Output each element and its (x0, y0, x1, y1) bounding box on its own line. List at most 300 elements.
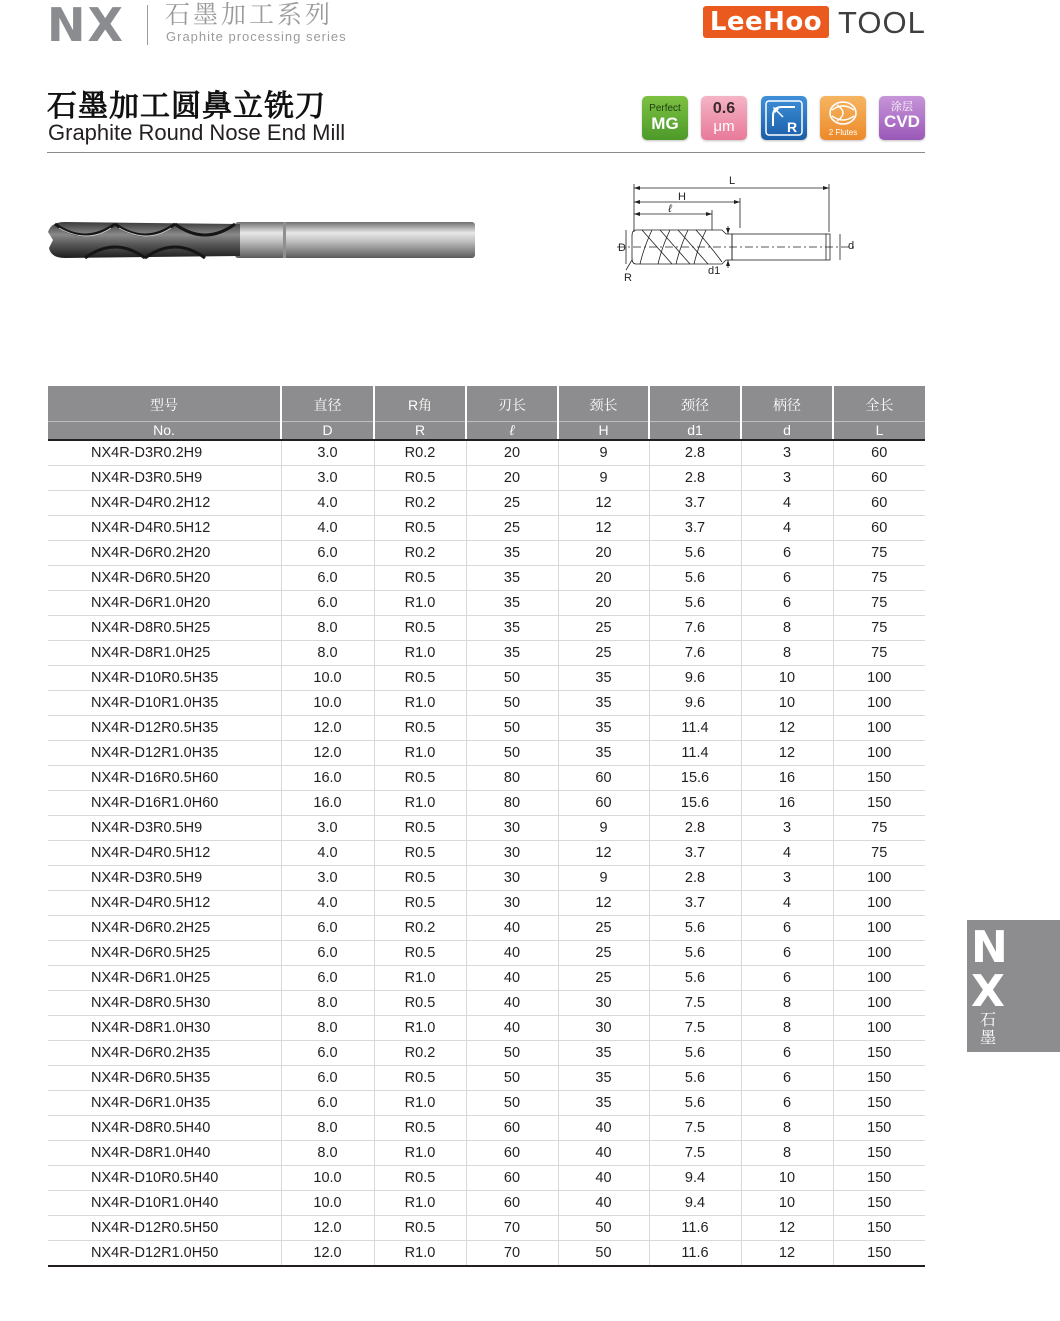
model-cell: NX4R-D10R0.5H35 (48, 666, 281, 691)
side-tab-cn-1: 石 (980, 1012, 997, 1029)
table-row (48, 491, 925, 516)
table-row (48, 891, 925, 916)
flute-length-cell: 35 (466, 641, 558, 666)
model-cell: NX4R-D6R0.2H35 (48, 1041, 281, 1066)
table-row (48, 916, 925, 941)
diameter-cell: 8.0 (281, 1141, 374, 1166)
radius-cell: R1.0 (374, 1191, 466, 1216)
table-row (48, 791, 925, 816)
flute-length-cell: 30 (466, 866, 558, 891)
neck-length-cell: 25 (558, 616, 649, 641)
model-cell: NX4R-D6R0.2H25 (48, 916, 281, 941)
col-symbol-no: No. (48, 422, 281, 441)
shank-diameter-cell: 6 (741, 941, 833, 966)
overall-length-cell: 100 (833, 1016, 925, 1041)
table-row (48, 616, 925, 641)
neck-diameter-cell: 9.6 (649, 691, 741, 716)
radius-cell: R0.5 (374, 716, 466, 741)
flute-length-cell: 35 (466, 541, 558, 566)
overall-length-cell: 60 (833, 466, 925, 491)
radius-cell: R0.2 (374, 541, 466, 566)
radius-cell: R1.0 (374, 791, 466, 816)
overall-length-cell: 100 (833, 941, 925, 966)
diameter-cell: 6.0 (281, 566, 374, 591)
badge-coating-label: 涂层 (891, 101, 913, 113)
shank-diameter-cell: 16 (741, 791, 833, 816)
shank-diameter-cell: 8 (741, 1116, 833, 1141)
table-row (48, 1216, 925, 1241)
radius-cell: R0.5 (374, 991, 466, 1016)
table-row (48, 440, 925, 466)
model-cell: NX4R-D8R1.0H30 (48, 1016, 281, 1041)
radius-cell: R1.0 (374, 1241, 466, 1267)
neck-length-cell: 30 (558, 1016, 649, 1041)
diameter-cell: 6.0 (281, 1091, 374, 1116)
dimension-diagram (612, 170, 862, 285)
radius-cell: R1.0 (374, 966, 466, 991)
model-cell: NX4R-D16R0.5H60 (48, 766, 281, 791)
neck-length-cell: 25 (558, 641, 649, 666)
model-cell: NX4R-D16R1.0H60 (48, 791, 281, 816)
overall-length-cell: 100 (833, 741, 925, 766)
model-cell: NX4R-D4R0.5H12 (48, 891, 281, 916)
neck-length-cell: 30 (558, 991, 649, 1016)
neck-diameter-cell: 5.6 (649, 566, 741, 591)
overall-length-cell: 100 (833, 966, 925, 991)
model-cell: NX4R-D6R0.5H35 (48, 1066, 281, 1091)
radius-cell: R0.5 (374, 616, 466, 641)
col-header-shank-diameter: 柄径 (741, 386, 833, 422)
diameter-cell: 12.0 (281, 716, 374, 741)
model-cell: NX4R-D12R1.0H50 (48, 1241, 281, 1267)
flute-length-cell: 35 (466, 566, 558, 591)
table-row (48, 741, 925, 766)
product-title-cn: 石墨加工圆鼻立铣刀 (47, 89, 326, 124)
radius-cell: R0.2 (374, 440, 466, 466)
neck-length-cell: 40 (558, 1191, 649, 1216)
neck-length-cell: 50 (558, 1216, 649, 1241)
model-cell: NX4R-D8R0.5H25 (48, 616, 281, 641)
diagram-label-D: D (618, 242, 626, 254)
diameter-cell: 16.0 (281, 766, 374, 791)
series-code: NX (47, 0, 125, 52)
shank-diameter-cell: 6 (741, 1091, 833, 1116)
flute-length-cell: 70 (466, 1241, 558, 1267)
model-cell: NX4R-D6R1.0H35 (48, 1091, 281, 1116)
flute-length-cell: 50 (466, 1041, 558, 1066)
neck-length-cell: 35 (558, 716, 649, 741)
radius-cell: R0.5 (374, 466, 466, 491)
shank-diameter-cell: 10 (741, 666, 833, 691)
diameter-cell: 10.0 (281, 1166, 374, 1191)
shank-diameter-cell: 8 (741, 616, 833, 641)
col-header-radius: R角 (374, 386, 466, 422)
neck-length-cell: 35 (558, 691, 649, 716)
col-symbol-R: R (374, 422, 466, 441)
table-row (48, 941, 925, 966)
flute-length-cell: 50 (466, 741, 558, 766)
neck-diameter-cell: 3.7 (649, 516, 741, 541)
shank-diameter-cell: 10 (741, 1166, 833, 1191)
diagram-label-R: R (624, 272, 632, 284)
col-symbol-d: d (741, 422, 833, 441)
table-row (48, 1041, 925, 1066)
neck-length-cell: 12 (558, 516, 649, 541)
radius-cell: R0.5 (374, 816, 466, 841)
neck-diameter-cell: 5.6 (649, 591, 741, 616)
neck-length-cell: 35 (558, 1041, 649, 1066)
neck-length-cell: 25 (558, 916, 649, 941)
end-mill-photo (45, 210, 485, 270)
overall-length-cell: 60 (833, 516, 925, 541)
neck-diameter-cell: 7.5 (649, 1016, 741, 1041)
shank-diameter-cell: 12 (741, 741, 833, 766)
neck-length-cell: 40 (558, 1141, 649, 1166)
side-tab-letter-n: N (971, 922, 1008, 973)
shank-diameter-cell: 8 (741, 991, 833, 1016)
overall-length-cell: 150 (833, 1041, 925, 1066)
flute-length-cell: 40 (466, 941, 558, 966)
diameter-cell: 12.0 (281, 741, 374, 766)
overall-length-cell: 150 (833, 1216, 925, 1241)
radius-cell: R0.5 (374, 841, 466, 866)
model-cell: NX4R-D6R1.0H20 (48, 591, 281, 616)
diameter-cell: 4.0 (281, 841, 374, 866)
model-cell: NX4R-D3R0.5H9 (48, 866, 281, 891)
model-cell: NX4R-D10R1.0H35 (48, 691, 281, 716)
overall-length-cell: 100 (833, 866, 925, 891)
neck-diameter-cell: 7.5 (649, 991, 741, 1016)
diameter-cell: 6.0 (281, 591, 374, 616)
badge-mg-line1: Perfect (649, 103, 681, 114)
neck-diameter-cell: 9.6 (649, 666, 741, 691)
overall-length-cell: 75 (833, 541, 925, 566)
model-cell: NX4R-D4R0.5H12 (48, 841, 281, 866)
neck-length-cell: 25 (558, 966, 649, 991)
neck-length-cell: 60 (558, 766, 649, 791)
flute-length-cell: 80 (466, 791, 558, 816)
diagram-label-L: L (728, 175, 736, 187)
neck-length-cell: 9 (558, 866, 649, 891)
badge-grain-value: 0.6 (712, 100, 736, 117)
neck-diameter-cell: 11.4 (649, 741, 741, 766)
overall-length-cell: 150 (833, 1091, 925, 1116)
flute-length-cell: 30 (466, 891, 558, 916)
radius-cell: R1.0 (374, 1016, 466, 1041)
shank-diameter-cell: 10 (741, 691, 833, 716)
table-row (48, 1066, 925, 1091)
col-symbol-l: ℓ (466, 422, 558, 441)
diameter-cell: 4.0 (281, 491, 374, 516)
table-row (48, 766, 925, 791)
overall-length-cell: 100 (833, 916, 925, 941)
neck-diameter-cell: 11.6 (649, 1216, 741, 1241)
neck-diameter-cell: 7.5 (649, 1141, 741, 1166)
diagram-label-H: H (678, 191, 686, 203)
shank-diameter-cell: 4 (741, 491, 833, 516)
model-cell: NX4R-D8R1.0H25 (48, 641, 281, 666)
col-header-neck-length: 颈长 (558, 386, 649, 422)
table-row (48, 991, 925, 1016)
table-header-cn (48, 386, 925, 422)
diameter-cell: 10.0 (281, 666, 374, 691)
diameter-cell: 3.0 (281, 466, 374, 491)
col-symbol-H: H (558, 422, 649, 441)
overall-length-cell: 100 (833, 891, 925, 916)
col-symbol-L: L (833, 422, 925, 441)
neck-length-cell: 50 (558, 1241, 649, 1267)
diameter-cell: 6.0 (281, 1066, 374, 1091)
radius-cell: R0.5 (374, 516, 466, 541)
radius-cell: R1.0 (374, 641, 466, 666)
neck-length-cell: 20 (558, 541, 649, 566)
model-cell: NX4R-D3R0.5H9 (48, 466, 281, 491)
shank-diameter-cell: 8 (741, 641, 833, 666)
radius-arc-icon (761, 96, 807, 140)
model-cell: NX4R-D8R0.5H30 (48, 991, 281, 1016)
neck-diameter-cell: 7.5 (649, 1116, 741, 1141)
radius-cell: R0.5 (374, 766, 466, 791)
table-row (48, 591, 925, 616)
neck-length-cell: 40 (558, 1116, 649, 1141)
shank-diameter-cell: 3 (741, 866, 833, 891)
overall-length-cell: 75 (833, 591, 925, 616)
neck-length-cell: 25 (558, 941, 649, 966)
overall-length-cell: 75 (833, 641, 925, 666)
spec-table (48, 386, 925, 1267)
diagram-label-d: d (848, 240, 855, 252)
header-divider (147, 5, 148, 45)
overall-length-cell: 100 (833, 691, 925, 716)
diameter-cell: 6.0 (281, 916, 374, 941)
neck-diameter-cell: 2.8 (649, 466, 741, 491)
table-row (48, 841, 925, 866)
table-row (48, 816, 925, 841)
col-header-flute-length: 刃长 (466, 386, 558, 422)
table-row (48, 966, 925, 991)
radius-cell: R0.2 (374, 1041, 466, 1066)
shank-diameter-cell: 4 (741, 841, 833, 866)
perfect-mg-coating-icon (642, 96, 688, 140)
flute-length-cell: 80 (466, 766, 558, 791)
diameter-cell: 3.0 (281, 816, 374, 841)
flute-length-cell: 20 (466, 440, 558, 466)
model-cell: NX4R-D12R1.0H35 (48, 741, 281, 766)
shank-diameter-cell: 8 (741, 1141, 833, 1166)
diameter-cell: 6.0 (281, 966, 374, 991)
table-row (48, 691, 925, 716)
table-row (48, 716, 925, 741)
table-row (48, 641, 925, 666)
model-cell: NX4R-D8R0.5H40 (48, 1116, 281, 1141)
overall-length-cell: 75 (833, 566, 925, 591)
overall-length-cell: 150 (833, 766, 925, 791)
shank-diameter-cell: 6 (741, 541, 833, 566)
radius-cell: R0.5 (374, 891, 466, 916)
title-divider (47, 152, 925, 153)
overall-length-cell: 150 (833, 791, 925, 816)
table-row (48, 1241, 925, 1267)
neck-diameter-cell: 9.4 (649, 1166, 741, 1191)
col-header-neck-diameter: 颈径 (649, 386, 741, 422)
flute-length-cell: 40 (466, 916, 558, 941)
model-cell: NX4R-D3R0.2H9 (48, 440, 281, 466)
neck-diameter-cell: 5.6 (649, 941, 741, 966)
cvd-coating-icon (879, 96, 925, 140)
neck-length-cell: 9 (558, 440, 649, 466)
model-cell: NX4R-D6R1.0H25 (48, 966, 281, 991)
table-row (48, 1166, 925, 1191)
neck-length-cell: 35 (558, 666, 649, 691)
diameter-cell: 8.0 (281, 616, 374, 641)
overall-length-cell: 150 (833, 1191, 925, 1216)
radius-cell: R0.5 (374, 1216, 466, 1241)
side-tab-cn-2: 墨 (980, 1030, 997, 1047)
radius-cell: R0.5 (374, 1116, 466, 1141)
overall-length-cell: 150 (833, 1141, 925, 1166)
table-row (48, 1191, 925, 1216)
diameter-cell: 16.0 (281, 791, 374, 816)
flute-length-cell: 60 (466, 1191, 558, 1216)
flute-length-cell: 60 (466, 1116, 558, 1141)
shank-diameter-cell: 4 (741, 516, 833, 541)
radius-cell: R1.0 (374, 591, 466, 616)
neck-diameter-cell: 5.6 (649, 541, 741, 566)
shank-diameter-cell: 3 (741, 440, 833, 466)
flute-spiral-icon (820, 96, 866, 140)
flute-length-cell: 40 (466, 1016, 558, 1041)
table-row (48, 516, 925, 541)
corner-radius-icon (761, 96, 807, 140)
radius-cell: R1.0 (374, 691, 466, 716)
shank-diameter-cell: 6 (741, 966, 833, 991)
neck-length-cell: 40 (558, 1166, 649, 1191)
shank-diameter-cell: 6 (741, 1066, 833, 1091)
flute-length-cell: 40 (466, 991, 558, 1016)
shank-diameter-cell: 12 (741, 1216, 833, 1241)
diameter-cell: 6.0 (281, 541, 374, 566)
diameter-cell: 8.0 (281, 1116, 374, 1141)
table-header-symbols (48, 422, 925, 441)
model-cell: NX4R-D12R0.5H50 (48, 1216, 281, 1241)
shank-diameter-cell: 3 (741, 816, 833, 841)
flute-length-cell: 50 (466, 691, 558, 716)
model-cell: NX4R-D3R0.5H9 (48, 816, 281, 841)
neck-length-cell: 9 (558, 466, 649, 491)
neck-diameter-cell: 7.6 (649, 616, 741, 641)
diagram-label-d1: d1 (708, 265, 721, 277)
brand-logo: LeeHoo (703, 6, 829, 38)
radius-cell: R0.5 (374, 1066, 466, 1091)
neck-diameter-cell: 2.8 (649, 440, 741, 466)
badge-mg-line2: MG (651, 114, 679, 133)
badge-radius-label: R (786, 119, 798, 135)
shank-diameter-cell: 6 (741, 1041, 833, 1066)
shank-diameter-cell: 6 (741, 591, 833, 616)
neck-length-cell: 12 (558, 491, 649, 516)
brand-suffix: TOOL (838, 5, 926, 40)
diameter-cell: 8.0 (281, 641, 374, 666)
model-cell: NX4R-D6R0.5H25 (48, 941, 281, 966)
section-side-tab (967, 920, 1060, 1052)
radius-cell: R0.5 (374, 941, 466, 966)
neck-diameter-cell: 3.7 (649, 891, 741, 916)
table-row (48, 666, 925, 691)
table-body (48, 440, 925, 1266)
model-cell: NX4R-D10R1.0H40 (48, 1191, 281, 1216)
diameter-cell: 6.0 (281, 941, 374, 966)
neck-diameter-cell: 2.8 (649, 866, 741, 891)
diameter-cell: 3.0 (281, 866, 374, 891)
radius-cell: R0.5 (374, 866, 466, 891)
table-row (48, 541, 925, 566)
shank-diameter-cell: 10 (741, 1191, 833, 1216)
model-cell: NX4R-D6R0.5H20 (48, 566, 281, 591)
two-flutes-icon (820, 96, 866, 140)
shank-diameter-cell: 6 (741, 916, 833, 941)
diameter-cell: 12.0 (281, 1241, 374, 1267)
overall-length-cell: 100 (833, 991, 925, 1016)
side-tab-letter-x: X (971, 966, 1005, 1017)
neck-diameter-cell: 3.7 (649, 491, 741, 516)
shank-diameter-cell: 8 (741, 1016, 833, 1041)
diameter-cell: 6.0 (281, 1041, 374, 1066)
flute-length-cell: 50 (466, 1091, 558, 1116)
radius-cell: R0.2 (374, 916, 466, 941)
neck-length-cell: 9 (558, 816, 649, 841)
shank-diameter-cell: 16 (741, 766, 833, 791)
neck-diameter-cell: 5.6 (649, 966, 741, 991)
neck-length-cell: 20 (558, 591, 649, 616)
overall-length-cell: 75 (833, 841, 925, 866)
overall-length-cell: 150 (833, 1066, 925, 1091)
badge-cvd-label: CVD (884, 112, 920, 131)
flute-length-cell: 70 (466, 1216, 558, 1241)
col-header-overall-length: 全长 (833, 386, 925, 422)
neck-diameter-cell: 15.6 (649, 766, 741, 791)
neck-diameter-cell: 15.6 (649, 791, 741, 816)
overall-length-cell: 150 (833, 1166, 925, 1191)
neck-diameter-cell: 5.6 (649, 1091, 741, 1116)
col-header-model: 型号 (48, 386, 281, 422)
overall-length-cell: 100 (833, 666, 925, 691)
radius-cell: R0.2 (374, 491, 466, 516)
diameter-cell: 10.0 (281, 1191, 374, 1216)
diameter-cell: 8.0 (281, 991, 374, 1016)
overall-length-cell: 150 (833, 1241, 925, 1267)
radius-cell: R0.5 (374, 666, 466, 691)
neck-length-cell: 20 (558, 566, 649, 591)
flute-length-cell: 35 (466, 616, 558, 641)
col-header-diameter: 直径 (281, 386, 374, 422)
overall-length-cell: 60 (833, 491, 925, 516)
overall-length-cell: 60 (833, 440, 925, 466)
neck-diameter-cell: 2.8 (649, 816, 741, 841)
diameter-cell: 3.0 (281, 440, 374, 466)
flute-length-cell: 25 (466, 491, 558, 516)
neck-diameter-cell: 3.7 (649, 841, 741, 866)
diameter-cell: 10.0 (281, 691, 374, 716)
diagram-label-l: ℓ (668, 203, 672, 215)
flute-length-cell: 40 (466, 966, 558, 991)
flute-length-cell: 60 (466, 1166, 558, 1191)
neck-diameter-cell: 5.6 (649, 1041, 741, 1066)
model-cell: NX4R-D12R0.5H35 (48, 716, 281, 741)
flute-length-cell: 50 (466, 666, 558, 691)
diameter-cell: 4.0 (281, 516, 374, 541)
shank-diameter-cell: 12 (741, 1241, 833, 1267)
neck-length-cell: 60 (558, 791, 649, 816)
